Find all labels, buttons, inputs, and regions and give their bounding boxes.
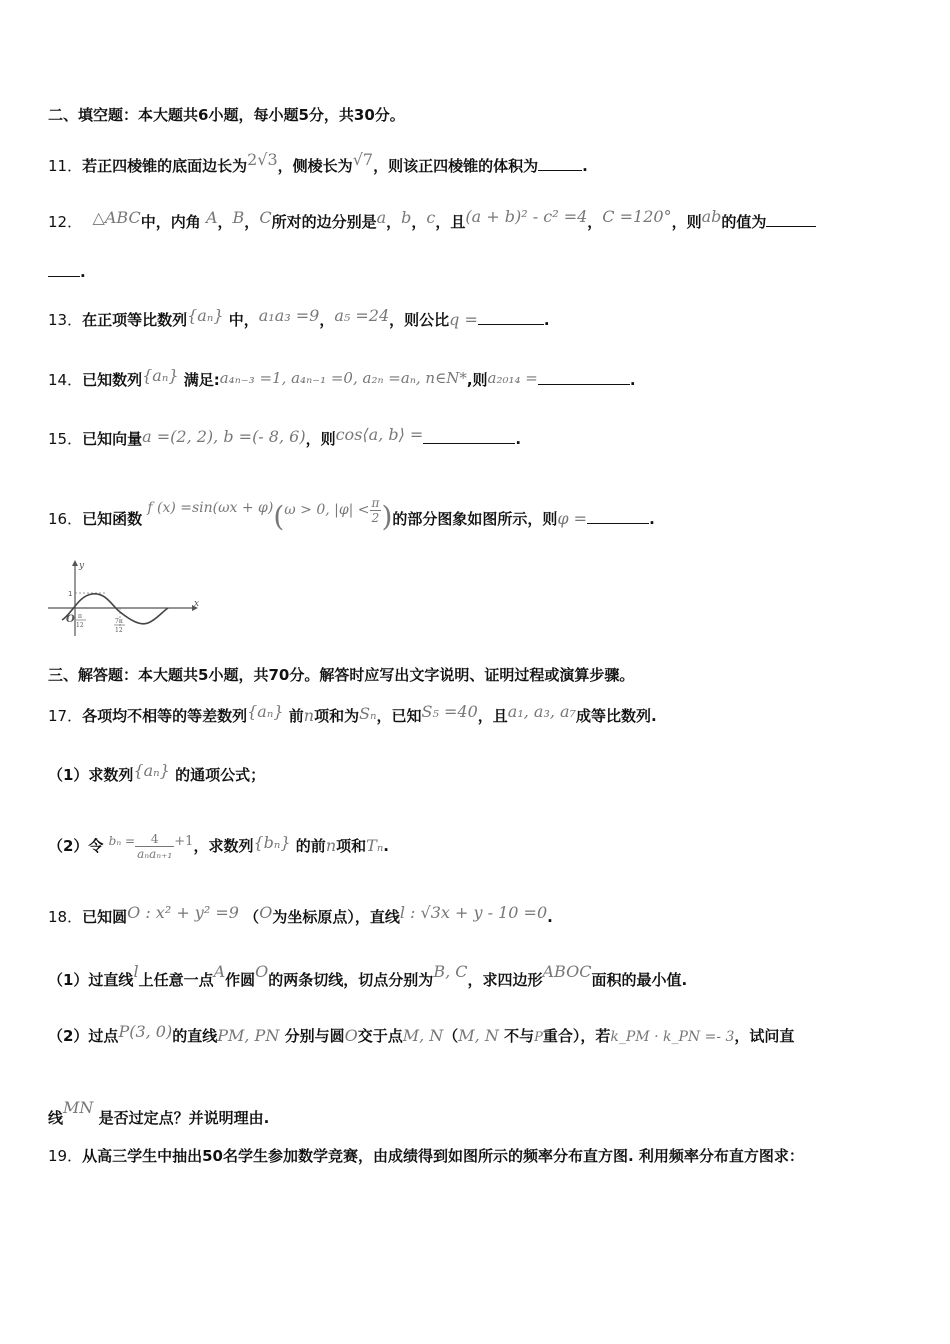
question-text: 线 xyxy=(48,1109,64,1127)
math-expr: O xyxy=(259,903,273,922)
math-expr: Sₙ xyxy=(359,704,377,723)
math-expr: b xyxy=(401,208,412,227)
tick1-numerator: π xyxy=(78,613,82,620)
question-number: 17． xyxy=(48,707,83,725)
question-text: 的通项公式； xyxy=(175,766,266,784)
question-17-part-1 xyxy=(48,761,910,785)
question-text: ，则 xyxy=(305,430,336,448)
question-14 xyxy=(48,366,910,390)
math-expr: A xyxy=(213,962,226,981)
question-text: （2）令 xyxy=(48,837,104,855)
y-axis-arrow xyxy=(72,560,78,566)
punct: . xyxy=(629,371,636,389)
question-number: 13． xyxy=(48,311,83,329)
question-text: 项和 xyxy=(336,837,367,855)
question-18 xyxy=(48,903,910,927)
y-tick-one: 1 xyxy=(68,590,73,598)
question-text: （ xyxy=(443,1027,459,1045)
fraction-denominator: aₙaₙ₊₁ xyxy=(137,847,173,861)
question-text: 所对的边分别是 xyxy=(271,213,377,231)
math-expr: k_PM · k_PN =- 3 xyxy=(610,1029,735,1045)
answer-blank[interactable] xyxy=(478,310,544,325)
math-expr: f (x) =sin(ωx + φ) xyxy=(147,500,274,516)
answer-blank[interactable] xyxy=(538,370,630,385)
y-axis-label: y xyxy=(79,561,85,571)
math-expr: O : x² + y² =9 xyxy=(127,903,239,922)
answer-blank[interactable] xyxy=(538,156,582,171)
math-expr: {aₙ} xyxy=(187,306,224,325)
math-expr: C =120° xyxy=(602,207,672,226)
question-text: ，求数列 xyxy=(193,837,254,855)
math-expr: B, C xyxy=(433,962,468,981)
question-text: 成等比数列. xyxy=(576,707,657,725)
math-expr: B xyxy=(232,208,245,227)
math-expr: q = xyxy=(449,310,478,329)
math-expr: +1 xyxy=(174,834,194,849)
question-number: 15． xyxy=(48,430,83,448)
math-expr: n xyxy=(325,836,337,855)
question-text: 不与 xyxy=(504,1027,535,1045)
question-number: 14． xyxy=(48,371,83,389)
question-text: （1）过直线 xyxy=(48,971,134,989)
question-text: 满足: xyxy=(183,371,220,389)
math-expr: C xyxy=(259,208,272,227)
question-text: 分别与圆 xyxy=(284,1027,345,1045)
question-text: 上任意一点 xyxy=(138,971,214,989)
left-paren: ( xyxy=(273,500,285,533)
question-text: 已知函数 xyxy=(82,510,143,528)
question-17 xyxy=(48,702,910,726)
math-expr: a₁a₃ =9 xyxy=(258,306,320,325)
tick2-denominator: 12 xyxy=(115,627,123,634)
math-expr: a₂₀₁₄ = xyxy=(487,369,538,387)
pi-over-2-fraction xyxy=(370,496,382,525)
question-18-part-1 xyxy=(48,962,910,990)
question-text: 中，内角 xyxy=(140,213,201,231)
math-expr: a₁, a₃, a₇ xyxy=(507,702,576,721)
question-17-part-2 xyxy=(48,832,910,861)
math-expr: O xyxy=(344,1026,358,1045)
section-3-header-text: 三、解答题：本大题共5小题，共70分。解答时应写出文字说明、证明过程或演算步骤。 xyxy=(48,666,635,684)
math-expr: a =(2, 2), b =(- 8, 6) xyxy=(142,427,306,446)
math-expr: l : √3x + y - 10 =0 xyxy=(399,903,548,922)
right-paren: ) xyxy=(381,500,393,533)
question-text: （ xyxy=(244,908,260,926)
x-axis-label: x xyxy=(194,599,200,609)
question-number: 11． xyxy=(48,157,83,175)
question-text: ，则公比 xyxy=(389,311,450,329)
math-expr: {aₙ} xyxy=(247,702,284,721)
question-text: 从高三学生中抽出50名学生参加数学竞赛，由成绩得到如图所示的频率分布直方图. 利用频率分布直方图求： xyxy=(82,1147,804,1165)
question-text: ，试问直 xyxy=(734,1027,795,1045)
question-text: ,则 xyxy=(466,371,488,389)
question-text: 项和为 xyxy=(314,707,360,725)
math-expr: M, N xyxy=(458,1026,499,1045)
punct: . xyxy=(383,837,389,855)
punct: ， xyxy=(319,311,335,329)
question-text: 中， xyxy=(228,311,259,329)
question-16 xyxy=(48,496,910,533)
question-18-part-2-continued xyxy=(48,1098,910,1128)
math-expr: {aₙ} xyxy=(133,761,170,780)
question-text: 的值为 xyxy=(721,213,767,231)
question-19 xyxy=(48,1145,910,1166)
math-expr: l xyxy=(133,962,139,981)
math-expr: O xyxy=(255,962,269,981)
math-expr: MN xyxy=(63,1098,94,1117)
math-expr: M, N xyxy=(402,1026,444,1045)
question-text: 为坐标原点），直线 xyxy=(272,908,400,926)
punct: ， xyxy=(411,213,427,231)
question-text: ，则 xyxy=(671,213,702,231)
math-expr: ab xyxy=(701,207,722,226)
question-text: 面积的最小值. xyxy=(591,971,688,989)
question-text: 已知向量 xyxy=(82,430,143,448)
question-text: 的直线 xyxy=(172,1027,218,1045)
math-expr: P(3, 0) xyxy=(118,1022,173,1041)
question-text: 是否过定点？并说明理由. xyxy=(98,1109,270,1127)
math-expr: a xyxy=(376,208,387,227)
math-expr: √7 xyxy=(352,150,374,169)
question-text: 前 xyxy=(288,707,304,725)
math-expr: P xyxy=(534,1030,543,1045)
punct: ， xyxy=(386,213,402,231)
answer-blank[interactable] xyxy=(587,509,649,524)
punct: . xyxy=(80,263,86,281)
math-expr: ABOC xyxy=(542,962,592,981)
math-expr: A xyxy=(205,208,218,227)
punct: . xyxy=(543,311,550,329)
fraction-denominator: 2 xyxy=(371,511,380,525)
section-3-header xyxy=(48,664,910,685)
question-text: 若正四棱锥的底面边长为 xyxy=(82,157,248,175)
answer-blank[interactable] xyxy=(423,429,515,444)
math-expr: a₅ =24 xyxy=(334,306,390,325)
question-text: ，侧棱长为 xyxy=(277,157,353,175)
punct: ， xyxy=(244,213,260,231)
question-text: ，求四边形 xyxy=(467,971,543,989)
math-expr: φ = xyxy=(557,509,588,528)
punct: . xyxy=(547,908,553,926)
question-text: （1）求数列 xyxy=(48,766,134,784)
math-expr: Tₙ xyxy=(366,836,384,855)
question-15 xyxy=(48,425,910,449)
sine-graph-figure xyxy=(44,556,204,638)
section-2-header-text: 二、填空题：本大题共6小题，每小题5分，共30分。 xyxy=(48,106,405,124)
question-text: 已知数列 xyxy=(82,371,143,389)
math-expr: ω > 0, |φ| < xyxy=(284,502,370,518)
math-expr: △ABC xyxy=(92,208,141,227)
punct: . xyxy=(582,157,588,175)
math-expr: {aₙ} xyxy=(142,366,179,385)
question-number: 16． xyxy=(48,510,83,528)
math-expr: a₄ₙ₋₃ =1, a₄ₙ₋₁ =0, a₂ₙ =aₙ, n∈N* xyxy=(219,369,467,387)
tick1-denominator: 12 xyxy=(76,622,84,629)
question-text: 在正项等比数列 xyxy=(82,311,188,329)
question-text: （2）过点 xyxy=(48,1027,119,1045)
math-expr: (a + b)² - c² =4 xyxy=(465,207,588,226)
math-expr: {bₙ} xyxy=(253,833,291,852)
answer-blank[interactable] xyxy=(766,212,816,227)
fraction-numerator: 4 xyxy=(135,832,174,847)
question-text: 各项均不相等的等差数列 xyxy=(82,707,248,725)
question-13 xyxy=(48,306,910,330)
question-text: ，且 xyxy=(477,707,508,725)
math-expr: c xyxy=(426,208,436,227)
fraction-numerator: π xyxy=(371,496,380,510)
section-2-header xyxy=(48,104,910,125)
question-12 xyxy=(48,207,910,232)
question-text: 作圆 xyxy=(225,971,256,989)
b-n-fraction xyxy=(135,832,174,861)
question-number: 18． xyxy=(48,908,83,926)
punct: ， xyxy=(217,213,233,231)
question-text: ，且 xyxy=(435,213,466,231)
math-expr: cos⟨a, b⟩ = xyxy=(335,425,424,444)
question-text: 的两条切线，切点分别为 xyxy=(268,971,434,989)
math-expr: n xyxy=(303,706,315,725)
punct: . xyxy=(649,510,655,528)
math-expr: PM, PN xyxy=(217,1026,280,1045)
question-18-part-2 xyxy=(48,1022,910,1046)
math-expr: 2√3 xyxy=(247,150,278,169)
question-text: 重合），若 xyxy=(542,1027,611,1045)
question-text: ，已知 xyxy=(376,707,422,725)
question-number: 12． xyxy=(48,213,83,231)
punct: . xyxy=(515,430,522,448)
question-text: 的部分图象如图所示，则 xyxy=(392,510,558,528)
question-text: 的前 xyxy=(295,837,326,855)
question-text: 交于点 xyxy=(357,1027,403,1045)
punct: ， xyxy=(587,213,603,231)
question-text: ，则该正四棱锥的体积为 xyxy=(373,157,539,175)
question-text: 已知圆 xyxy=(82,908,128,926)
origin-label: O xyxy=(66,614,75,625)
tick2-numerator: 7π xyxy=(115,618,123,625)
answer-blank[interactable] xyxy=(48,262,80,277)
question-number: 19． xyxy=(48,1147,83,1165)
question-12-continued xyxy=(48,262,910,281)
question-11 xyxy=(48,150,910,176)
math-expr: bₙ = xyxy=(108,834,136,848)
math-expr: S₅ =40 xyxy=(421,702,478,721)
